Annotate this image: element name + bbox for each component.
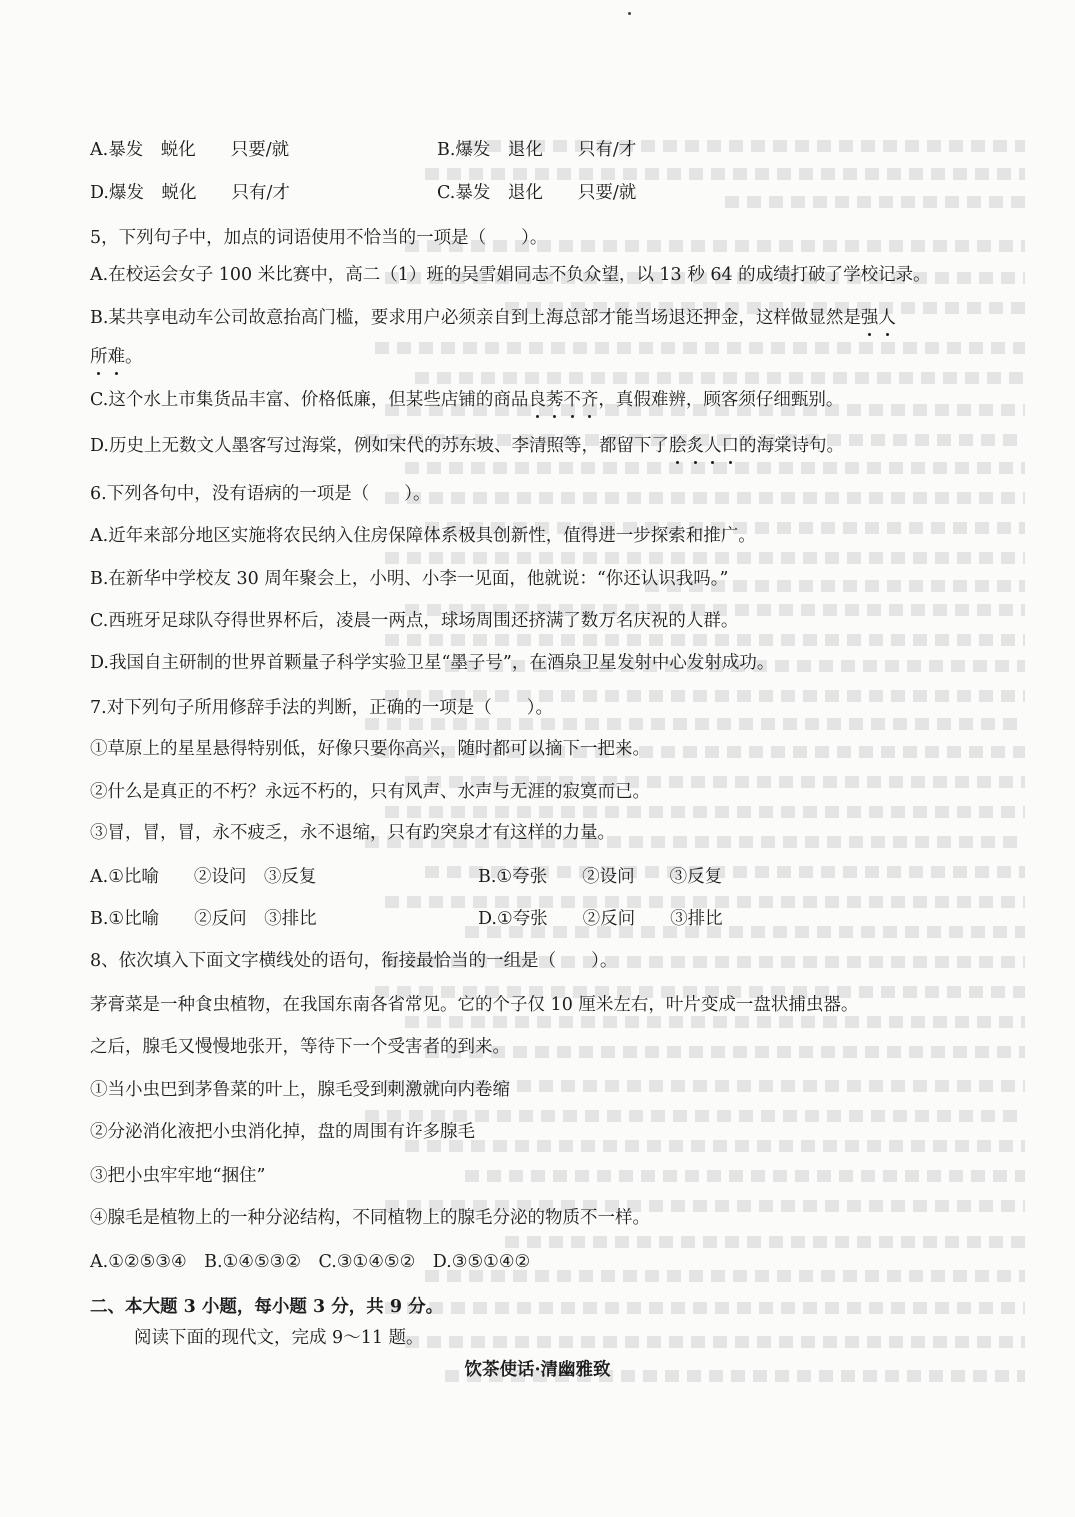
dotted-char: 炙 [686,436,704,456]
q6-option-a: A.近年来部分地区实施将农民纳入住房保障体系极具创新性，值得进一步探索和推广。 [90,526,756,546]
dotted-char: 人 [703,436,722,456]
q8-sentence-3: ③把小虫牢牢地“捆住” [90,1166,266,1186]
q4-option-b: B.爆发 退化 只有/才 [437,140,637,160]
q7-sentence-1: ①草原上的星星悬得特别低，好像只要你高兴，随时都可以摘下一把来。 [90,739,650,759]
q5-option-b-text: B.某共享电动车公司故意抬高门槛，要求用户必须亲自到上海总部才能当场退还押金，这样做显然是 [90,308,861,328]
q7-stem: 7.对下列句子所用修辞手法的判断，正确的一项是（ ）。 [90,698,553,718]
scan-speck [628,12,631,15]
q8-sentence-1: ①当小虫巴到茅鲁菜的叶上，腺毛受到刺激就向内卷缩 [90,1080,510,1100]
dotted-char: 不 [563,390,581,410]
dotted-char: 齐 [580,390,599,410]
q7-sentence-3: ③冒，冒，冒，永不疲乏，永不退缩，只有趵突泉才有这样的力量。 [90,823,615,843]
q8-passage-line-2: 之后，腺毛又慢慢地张开，等待下一个受害者的到来。 [90,1037,510,1057]
dotted-char: 所 [90,347,108,367]
q5-stem: 5，下列句子中，加点的词语使用不恰当的一项是（ ）。 [90,228,548,248]
q8-options: A.①②⑤③④ B.①④⑤③② C.③①④⑤② D.③⑤①④② [90,1252,531,1272]
q5-option-c-text: C.这个水上市集货品丰富、价格低廉，但某些店铺的商品 [90,390,529,410]
q5-option-b [90,306,896,330]
q7-option-c: B.①比喻 ②反问 ③排比 [90,909,317,929]
q7-sentence-2: ②什么是真正的不朽？永远不朽的，只有风声、水声与无涯的寂寞而已。 [90,782,650,802]
dotted-char: 良 [528,390,546,410]
q5-option-d-text: D.历史上无数文人墨客写过海棠，例如宋代的苏东坡、李清照等，都留下了 [90,436,669,456]
dotted-char: 强 [860,308,879,328]
q5-option-c [90,388,843,412]
dotted-char: 口 [721,436,739,456]
q8-sentence-4: ④腺毛是植物上的一种分泌结构，不同植物上的腺毛分泌的物质不一样。 [90,1208,650,1228]
article-title: 饮茶使话·清幽雅致 [464,1360,611,1380]
q8-sentence-2: ②分泌消化液把小虫消化掉，盘的周围有许多腺毛 [90,1122,475,1142]
q5-option-a: A.在校运会女子 100 米比赛中，高二（1）班的吴雪娟同志不负众望，以 13 秒 64 的成绩打破了学校记录。 [90,265,931,285]
q7-option-b: B.①夸张 ②设问 ③反复 [478,867,723,887]
q5-option-d [90,434,844,458]
q8-stem: 8、依次填入下面文字横线处的语句，衔接最恰当的一组是（ ）。 [90,951,618,971]
section-heading: 二、本大题 3 小题，每小题 3 分，共 9 分。 [90,1297,444,1317]
q5-option-b-end: 。 [125,347,143,367]
q4-option-c: C.暴发 退化 只要/就 [437,183,637,203]
q4-option-a: A.暴发 蜕化 只要/就 [90,140,290,160]
q6-option-d: D.我国自主研制的世界首颗量子科学实验卫星“墨子号”，在酒泉卫星发射中心发射成功。 [90,653,775,673]
dotted-char: 脍 [668,436,687,456]
dotted-char: 难 [107,347,125,367]
q6-stem: 6.下列各句中，没有语病的一项是（ ）。 [90,484,431,504]
q5-option-c-end: ，真假难辨，顾客须仔细甄别。 [598,390,844,410]
dotted-char: 人 [878,308,896,328]
q7-option-a: A.①比喻 ②设问 ③反复 [90,867,317,887]
q7-option-d: D.①夸张 ②反问 ③排比 [478,909,723,929]
q4-option-d: D.爆发 蜕化 只有/才 [90,183,290,203]
q5-option-d-end: 的海棠诗句。 [738,436,844,456]
q6-option-c: C.西班牙足球队夺得世界杯后，凌晨一两点，球场周围还挤满了数万名庆祝的人群。 [90,611,739,631]
q6-option-b: B.在新华中学校友 30 周年聚会上，小明、小李一见面，他就说：“你还认识我吗。” [90,569,729,589]
reading-instruction: 阅读下面的现代文，完成 9～11 题。 [134,1328,424,1348]
q5-option-b-cont [90,345,143,369]
dotted-char: 莠 [545,390,564,410]
q8-passage-line-1: 茅膏菜是一种食虫植物，在我国东南各省常见。它的个子仅 10 厘米左右，叶片变成一盘状捕虫器。 [90,995,859,1015]
